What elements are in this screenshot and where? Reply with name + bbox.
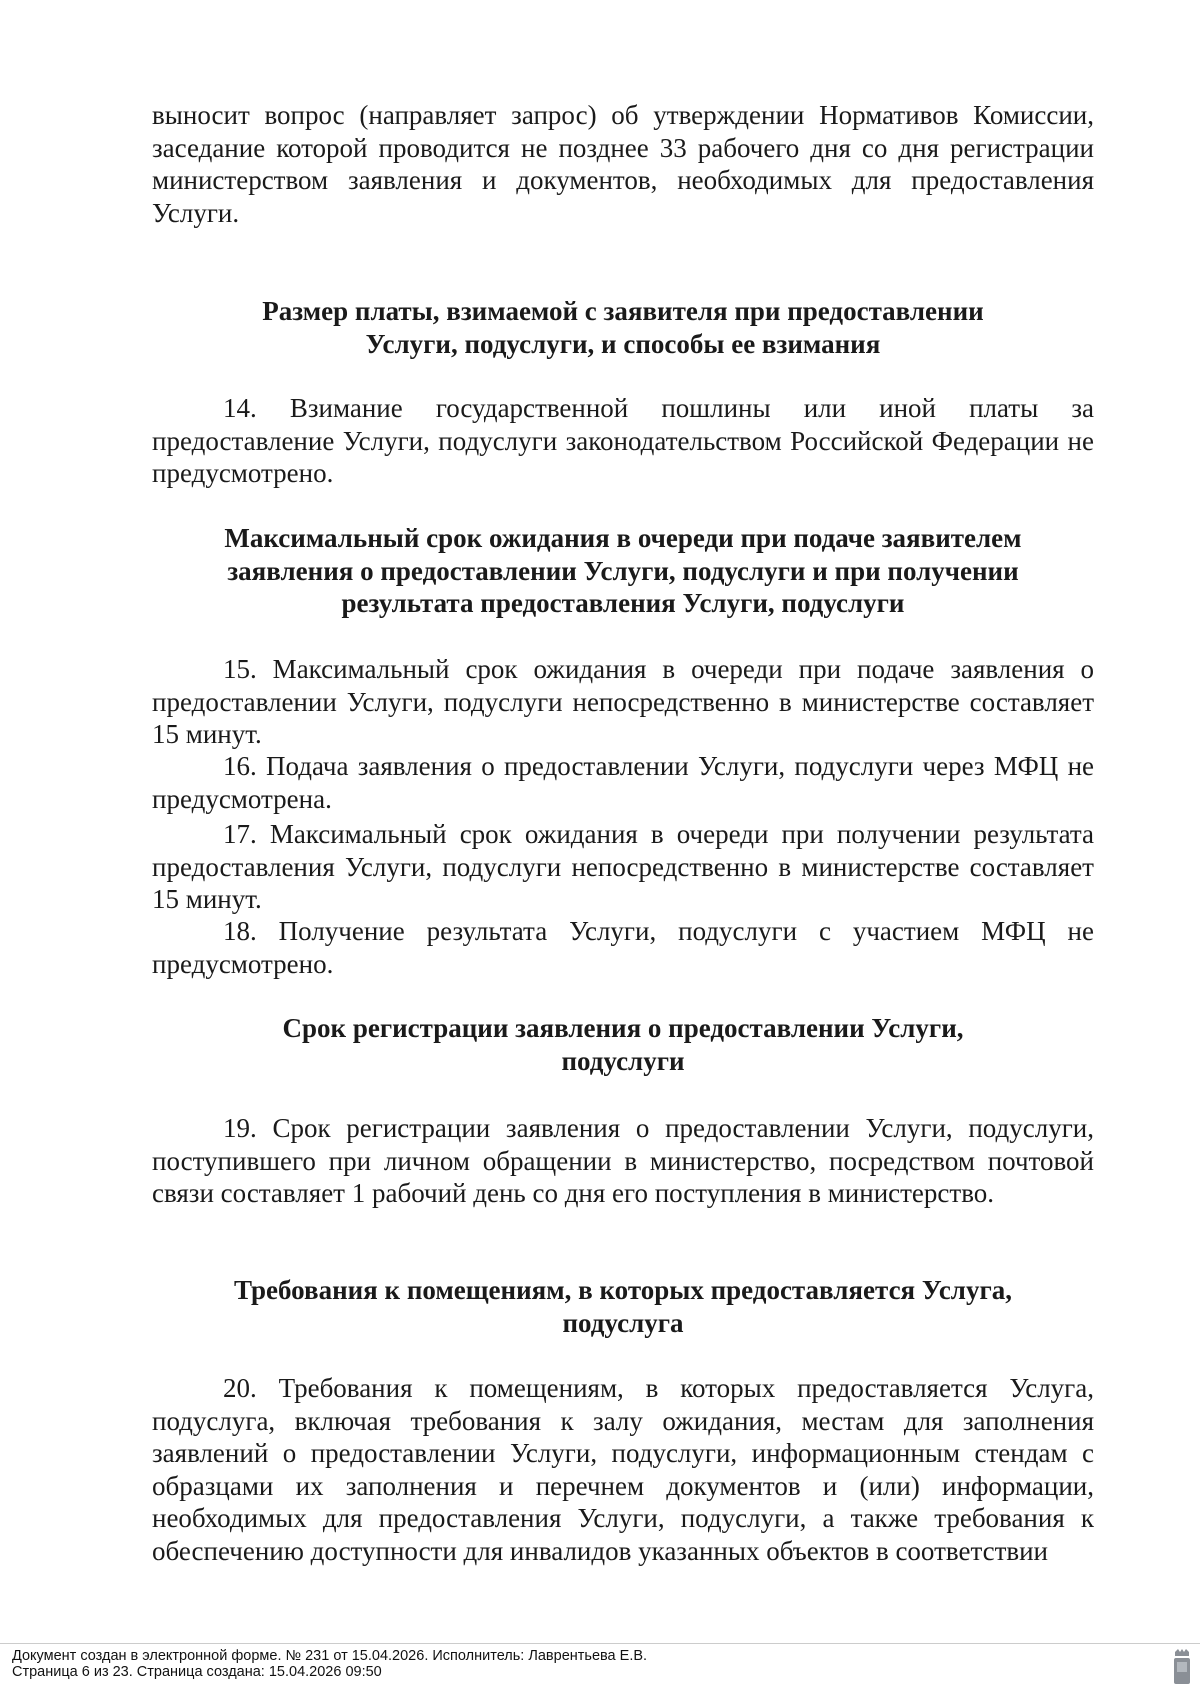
heading-line: Услуги, подуслуги, и способы ее взимания	[365, 328, 881, 359]
paragraph-14: 14. Взимание государственной пошлины или иной платы за предоставление Услуги, подуслуги законодательством Российской Федерации не предусмотрено.	[152, 393, 1094, 488]
paragraph-18: 18. Получение результата Услуги, подуслуги с участием МФЦ не предусмотрено.	[152, 916, 1094, 979]
footer-divider	[0, 1643, 1200, 1644]
heading-line: Требования к помещениям, в которых предоставляется Услуга,	[234, 1275, 1012, 1305]
heading-line: Срок регистрации заявления о предоставлении Услуги,	[282, 1013, 964, 1043]
heading-line: результата предоставления Услуги, подуслуги	[341, 588, 905, 618]
document-footer	[12, 1648, 647, 1680]
intro-paragraph: выносит вопрос (направляет запрос) об утверждении Нормативов Комиссии, заседание которой проводится не позднее 33 рабочего дня со дня регистрации министерством заявления и документов, необходимых для предоставления Услуги.	[152, 100, 1094, 228]
paragraph-20: 20. Требования к помещениям, в которых предоставляется Услуга, подуслуга, включая требования к залу ожидания, местам для заполнения заявлений о предоставлении Услуги, подуслуги, информационным стендам с образцами их заполнения и перечнем документов и (или) информации, необходимых для предоставления Услуги, подуслуги, а также требования к обеспечению доступности для инвалидов указанных объектов в соответствии	[152, 1373, 1094, 1566]
paragraph-15: 15. Максимальный срок ожидания в очереди при подаче заявления о предоставлении Услуги, подуслуги непосредственно в министерстве составляет 15 минут.	[152, 654, 1094, 749]
section-heading-registration-term	[152, 1012, 1094, 1077]
heading-line: Размер платы, взимаемой с заявителя при предоставлении	[262, 296, 984, 326]
heading-line: заявления о предоставлении Услуги, подуслуги и при получении	[227, 555, 1019, 586]
paragraph-19: 19. Срок регистрации заявления о предоставлении Услуги, подуслуги, поступившего при личном обращении в министерство, посредством почтовой связи составляет 1 рабочий день со дня его поступления в министерство.	[152, 1113, 1094, 1208]
footer-page-info: Страница 6 из 23. Страница создана: 15.04.2026 09:50	[12, 1664, 382, 1680]
section-heading-fee	[152, 295, 1094, 360]
heading-line: Максимальный срок ожидания в очереди при подаче заявителем	[224, 523, 1022, 553]
coat-of-arms-icon	[1172, 1648, 1192, 1686]
section-heading-premises-requirements	[152, 1274, 1094, 1339]
heading-line: подуслуга	[562, 1307, 684, 1338]
paragraph-17: 17. Максимальный срок ожидания в очереди при получении результата предоставления Услуги, подуслуги непосредственно в министерстве составляет 15 минут.	[152, 819, 1094, 914]
footer-document-info: Документ создан в электронной форме. № 231 от 15.04.2026. Исполнитель: Лаврентьева Е.В.	[12, 1648, 648, 1664]
heading-line: подуслуги	[561, 1045, 685, 1076]
paragraph-16: 16. Подача заявления о предоставлении Услуги, подуслуги через МФЦ не предусмотрена.	[152, 751, 1094, 814]
section-heading-queue-time	[152, 522, 1094, 620]
